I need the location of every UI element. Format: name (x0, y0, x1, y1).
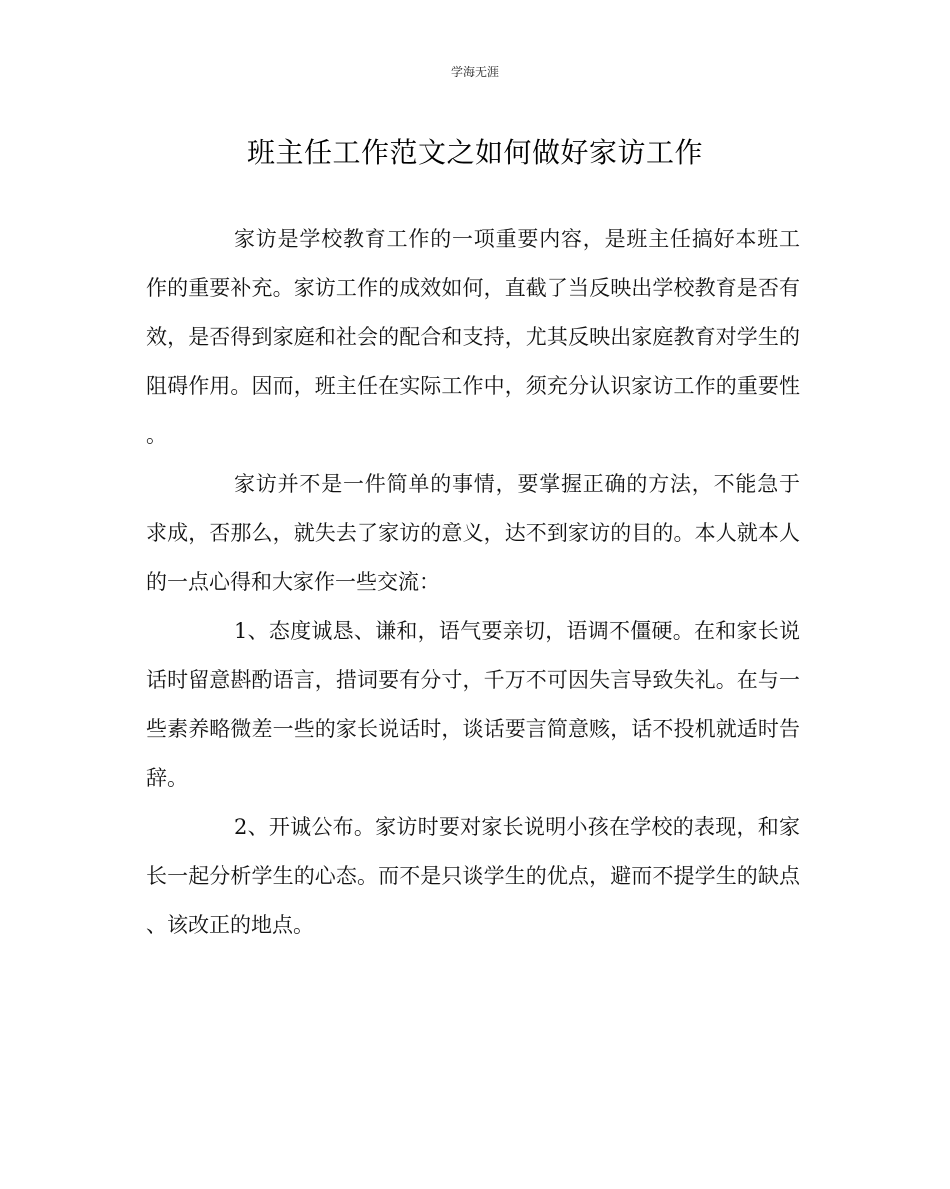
document-body (146, 215, 800, 950)
document-title: 班主任工作范文之如何做好家访工作 (246, 136, 703, 169)
paragraph-4: 2、开诚公布。家访时要对家长说明小孩在学校的表现，和家长一起分析学生的心态。而不是只谈学生的优点，避而不提学生的缺点、该改正的地点。 (146, 815, 800, 937)
paragraph-2: 家访并不是一件简单的事情，要掌握正确的方法，不能急于求成，否那么，就失去了家访的意义，达不到家访的目的。本人就本人的一点心得和大家作一些交流： (146, 472, 800, 594)
paragraph-1: 家访是学校教育工作的一项重要内容，是班主任搞好本班工作的重要补充。家访工作的成效如何，直截了当反映出学校教育是否有效，是否得到家庭和社会的配合和支持，尤其反映出家庭教育对学生的阻碍作用。因而，班主任在实际工作中，须充分认识家访工作的重要性。 (146, 227, 800, 447)
paragraph-3: 1、态度诚恳、谦和，语气要亲切，语调不僵硬。在和家长说话时留意斟酌语言，措词要有分寸，千万不可因失言导致失礼。在与一些素养略微差一些的家长说话时，谈话要言简意赅，话不投机就适时告辞。 (146, 619, 800, 790)
page-header: 学海无涯 (450, 65, 499, 79)
